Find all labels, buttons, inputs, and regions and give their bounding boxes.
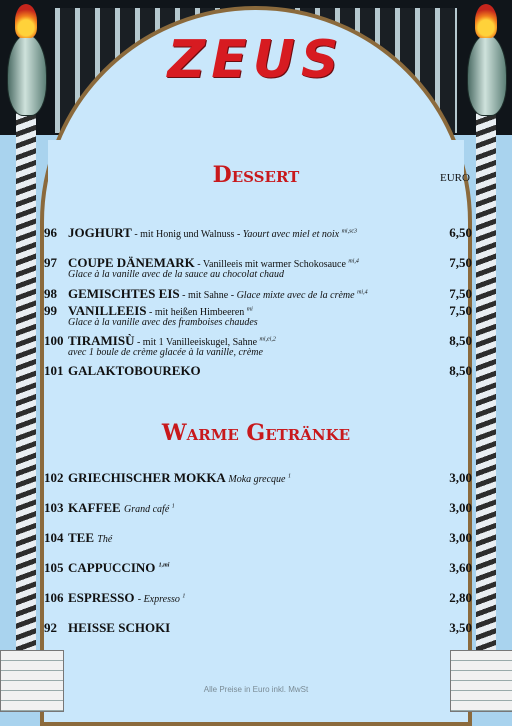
item-number: 99 [44, 303, 57, 318]
item-name [68, 500, 175, 516]
item-price: 3,00 [449, 470, 472, 485]
right-pillar [476, 50, 496, 660]
item-name-text: TEE [68, 530, 95, 545]
item-number: 92 [44, 620, 57, 635]
item-name [68, 530, 112, 546]
menu-item [44, 470, 472, 484]
allergen-note: 1,mi [158, 562, 170, 569]
item-name: HEISSE SCHOKI [68, 620, 171, 635]
item-price: 7,50 [449, 303, 472, 318]
item-name [68, 470, 291, 486]
menu-item [44, 363, 472, 377]
item-desc-de: - mit 1 Vanilleeiskugel, Sahne [134, 337, 258, 348]
item-number: 97 [44, 255, 57, 270]
menu-item [44, 286, 472, 300]
section-title-warm-drinks: Warme Getränke [161, 420, 351, 446]
allergen-note: 1 [287, 473, 291, 480]
item-number: 104 [44, 530, 64, 545]
item-number: 103 [44, 500, 64, 515]
item-price: 7,50 [449, 255, 472, 270]
menu-item [44, 303, 472, 331]
item-name [68, 225, 357, 241]
left-urn [7, 34, 47, 116]
item-number: 106 [44, 590, 64, 605]
item-name-text: COUPE DÄNEMARK [68, 255, 195, 270]
item-desc-fr: Glace mixte avec de la crème [236, 290, 355, 301]
allergen-note: 1 [182, 593, 186, 600]
item-desc-de: - mit Honig und Walnuss - [131, 229, 243, 240]
menu-item [44, 500, 472, 514]
item-price: 7,50 [449, 286, 472, 301]
item-name-text: JOGHURT [68, 225, 132, 240]
item-desc-fr: Grand café [123, 504, 170, 515]
item-price: 3,00 [449, 500, 472, 515]
item-desc-fr: Glace à la vanille avec de la sauce au chocolat chaud [68, 269, 285, 280]
item-name: GALAKTOBOUREKO [68, 363, 201, 378]
item-price: 6,50 [449, 225, 472, 240]
item-desc-de: - Vanilleeis mit warmer Schokosauce [194, 259, 346, 270]
left-pillar [16, 50, 36, 660]
item-desc [132, 229, 357, 240]
allergen-note: mi [246, 306, 253, 313]
menu-item [44, 560, 472, 574]
item-number: 96 [44, 225, 57, 240]
item-name [68, 286, 368, 302]
item-number: 102 [44, 470, 64, 485]
item-price: 2,80 [449, 590, 472, 605]
item-number: 101 [44, 363, 64, 378]
item-price: 3,50 [449, 620, 472, 635]
menu-item [44, 590, 472, 604]
item-desc-fr: Moka grecque [228, 474, 286, 485]
right-torch-icon [475, 4, 497, 38]
currency-label: EURO [440, 172, 470, 184]
section-title-dessert: Dessert [212, 162, 300, 188]
item-desc-de: - mit Sahne - [179, 290, 237, 301]
item-desc [180, 290, 368, 301]
footer-note: Alle Preise in Euro inkl. MwSt [203, 685, 309, 694]
item-name-text: GRIECHISCHER MOKKA [68, 470, 226, 485]
menu-item [44, 225, 472, 239]
right-urn [467, 34, 507, 116]
item-desc [228, 474, 291, 485]
item-desc [138, 594, 186, 605]
menu-item [44, 530, 472, 544]
item-desc-fr: Glace à la vanille avec des framboises chaudes [68, 317, 258, 328]
logo: ZEUS [167, 30, 345, 90]
item-desc-fr: avec 1 boule de crème glacée à la vanille, crème [68, 347, 263, 358]
menu-item [44, 333, 472, 361]
item-name-text: ESPRESSO [68, 590, 135, 605]
allergen-note: mi,ei,2 [259, 336, 276, 343]
menu-item [44, 255, 472, 283]
item-desc [124, 504, 175, 515]
right-base [450, 650, 512, 712]
item-name-text: VANILLEEIS [68, 303, 147, 318]
item-name-text: GEMISCHTES EIS [68, 286, 180, 301]
item-price: 3,00 [449, 530, 472, 545]
left-base [0, 650, 64, 712]
item-name-text: CAPPUCCINO [68, 560, 156, 575]
allergen-note: 1 [171, 503, 175, 510]
item-name [68, 590, 185, 606]
item-price: 3,60 [449, 560, 472, 575]
item-name-text: KAFFEE [68, 500, 121, 515]
item-price: 8,50 [449, 333, 472, 348]
allergen-note: mi,4 [357, 289, 368, 296]
item-desc-fr: Thé [97, 534, 113, 545]
item-name [68, 560, 169, 576]
left-torch-icon [15, 4, 37, 38]
item-name-text: TIRAMISÙ [68, 333, 135, 348]
menu-item [44, 620, 472, 634]
item-number: 105 [44, 560, 64, 575]
item-number: 100 [44, 333, 64, 348]
item-desc-fr: Yaourt avec miel et noix [242, 229, 340, 240]
item-desc-fr: - Expresso [137, 594, 180, 605]
item-number: 98 [44, 286, 57, 301]
item-desc-de: - mit heißen Himbeeren [146, 307, 245, 318]
allergen-note: mi,sc3 [341, 228, 358, 235]
item-price: 8,50 [449, 363, 472, 378]
allergen-note: mi,4 [348, 258, 359, 265]
item-desc [97, 534, 112, 545]
